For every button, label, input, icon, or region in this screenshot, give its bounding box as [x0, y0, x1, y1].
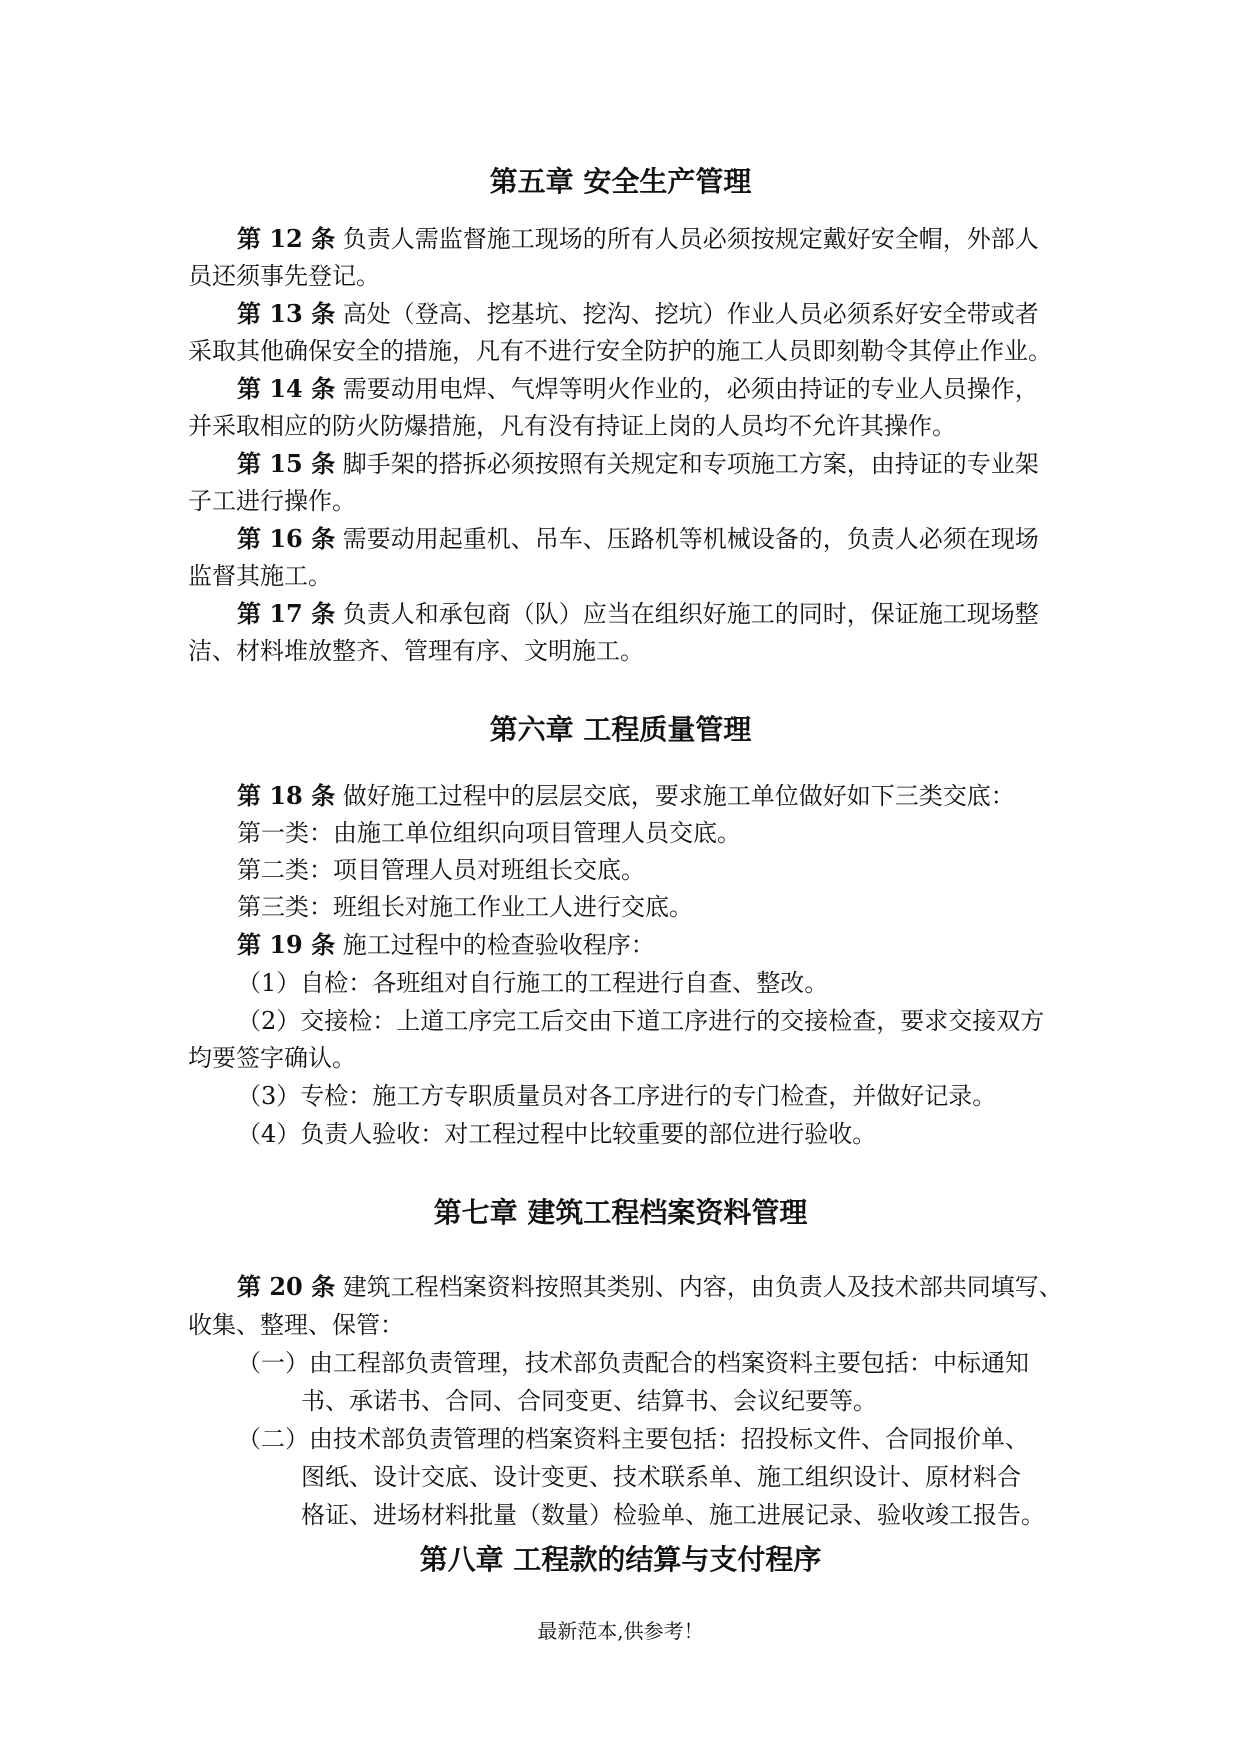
article-18-label: 第 18 条 — [237, 781, 336, 810]
archive-sub-2-line-1: （二）由技术部负责管理的档案资料主要包括：招投标文件、合同报价单、 — [237, 1425, 1029, 1453]
archive-sub-1-line-2: 书、承诺书、合同、合同变更、结算书、会议纪要等。 — [301, 1387, 877, 1415]
archive-sub-2-line-3: 格证、进场材料批量（数量）检验单、施工进展记录、验收竣工报告。 — [301, 1501, 1045, 1529]
article-16-line-1 — [237, 522, 1039, 556]
page-footer: 最新范本,供参考！ — [537, 1619, 704, 1643]
article-14-text-1: 需要动用电焊、气焊等明火作业的，必须由持证的专业人员操作， — [342, 375, 1039, 403]
article-14-line-1 — [237, 372, 1039, 406]
article-15-line-2: 子工进行操作。 — [188, 487, 356, 515]
archive-sub-1-line-1: （一）由工程部负责管理，技术部负责配合的档案资料主要包括：中标通知 — [237, 1349, 1029, 1377]
check-item-1: （1）自检：各班组对自行施工的工程进行自查、整改。 — [237, 969, 829, 997]
check-item-2-line-2: 均要签字确认。 — [188, 1044, 356, 1072]
article-13-line-2: 采取其他确保安全的措施，凡有不进行安全防护的施工人员即刻勒令其停止作业。 — [188, 337, 1052, 365]
article-18-text-1: 做好施工过程中的层层交底，要求施工单位做好如下三类交底： — [342, 782, 1015, 810]
article-20-label: 第 20 条 — [237, 1272, 336, 1301]
article-16-label: 第 16 条 — [237, 524, 336, 553]
chapter-5-heading: 第五章 安全生产管理 — [489, 165, 752, 198]
article-20-line-2: 收集、整理、保管： — [188, 1311, 404, 1339]
class-3-line: 第三类：班组长对施工作业工人进行交底。 — [237, 893, 693, 921]
article-13-line-1 — [237, 297, 1039, 331]
article-17-text-1: 负责人和承包商（队）应当在组织好施工的同时，保证施工现场整 — [342, 600, 1039, 628]
article-13-text-1: 高处（登高、挖基坑、挖沟、挖坑）作业人员必须系好安全带或者 — [342, 300, 1039, 328]
archive-sub-2-line-2: 图纸、设计交底、设计变更、技术联系单、施工组织设计、原材料合 — [301, 1463, 1021, 1491]
article-19-text-1: 施工过程中的检查验收程序： — [342, 931, 655, 959]
article-20-text-1: 建筑工程档案资料按照其类别、内容，由负责人及技术部共同填写、 — [342, 1273, 1063, 1301]
article-12-label: 第 12 条 — [237, 224, 336, 253]
class-1-line: 第一类：由施工单位组织向项目管理人员交底。 — [237, 819, 741, 847]
article-16-line-2: 监督其施工。 — [188, 562, 332, 590]
chapter-7-heading: 第七章 建筑工程档案资料管理 — [433, 1196, 808, 1229]
check-item-3: （3）专检：施工方专职质量员对各工序进行的专门检查，并做好记录。 — [237, 1082, 997, 1110]
article-12-line-2: 员还须事先登记。 — [188, 262, 380, 290]
article-14-line-2: 并采取相应的防火防爆措施，凡有没有持证上岗的人员均不允许其操作。 — [188, 412, 956, 440]
check-item-2-line-1: （2）交接检：上道工序完工后交由下道工序进行的交接检查，要求交接双方 — [237, 1007, 1045, 1035]
article-12-text-1: 负责人需监督施工现场的所有人员必须按规定戴好安全帽，外部人 — [342, 225, 1039, 253]
article-13-label: 第 13 条 — [237, 299, 336, 328]
article-18-line-1 — [237, 779, 1015, 813]
article-20-line-1 — [237, 1270, 1063, 1304]
article-12-line-1 — [237, 222, 1039, 256]
article-17-line-2: 洁、材料堆放整齐、管理有序、文明施工。 — [188, 637, 644, 665]
article-15-text-1: 脚手架的搭拆必须按照有关规定和专项施工方案，由持证的专业架 — [342, 450, 1039, 478]
article-19-line-1 — [237, 928, 655, 962]
check-item-4: （4）负责人验收：对工程过程中比较重要的部位进行验收。 — [237, 1120, 877, 1148]
chapter-6-heading: 第六章 工程质量管理 — [489, 713, 752, 746]
article-15-line-1 — [237, 447, 1039, 481]
class-2-line: 第二类：项目管理人员对班组长交底。 — [237, 856, 645, 884]
article-14-label: 第 14 条 — [237, 374, 336, 403]
article-17-line-1 — [237, 597, 1039, 631]
article-19-label: 第 19 条 — [237, 930, 336, 959]
article-16-text-1: 需要动用起重机、吊车、压路机等机械设备的，负责人必须在现场 — [342, 525, 1039, 553]
chapter-8-heading: 第八章 工程款的结算与支付程序 — [419, 1543, 822, 1576]
article-17-label: 第 17 条 — [237, 599, 336, 628]
article-15-label: 第 15 条 — [237, 449, 336, 478]
